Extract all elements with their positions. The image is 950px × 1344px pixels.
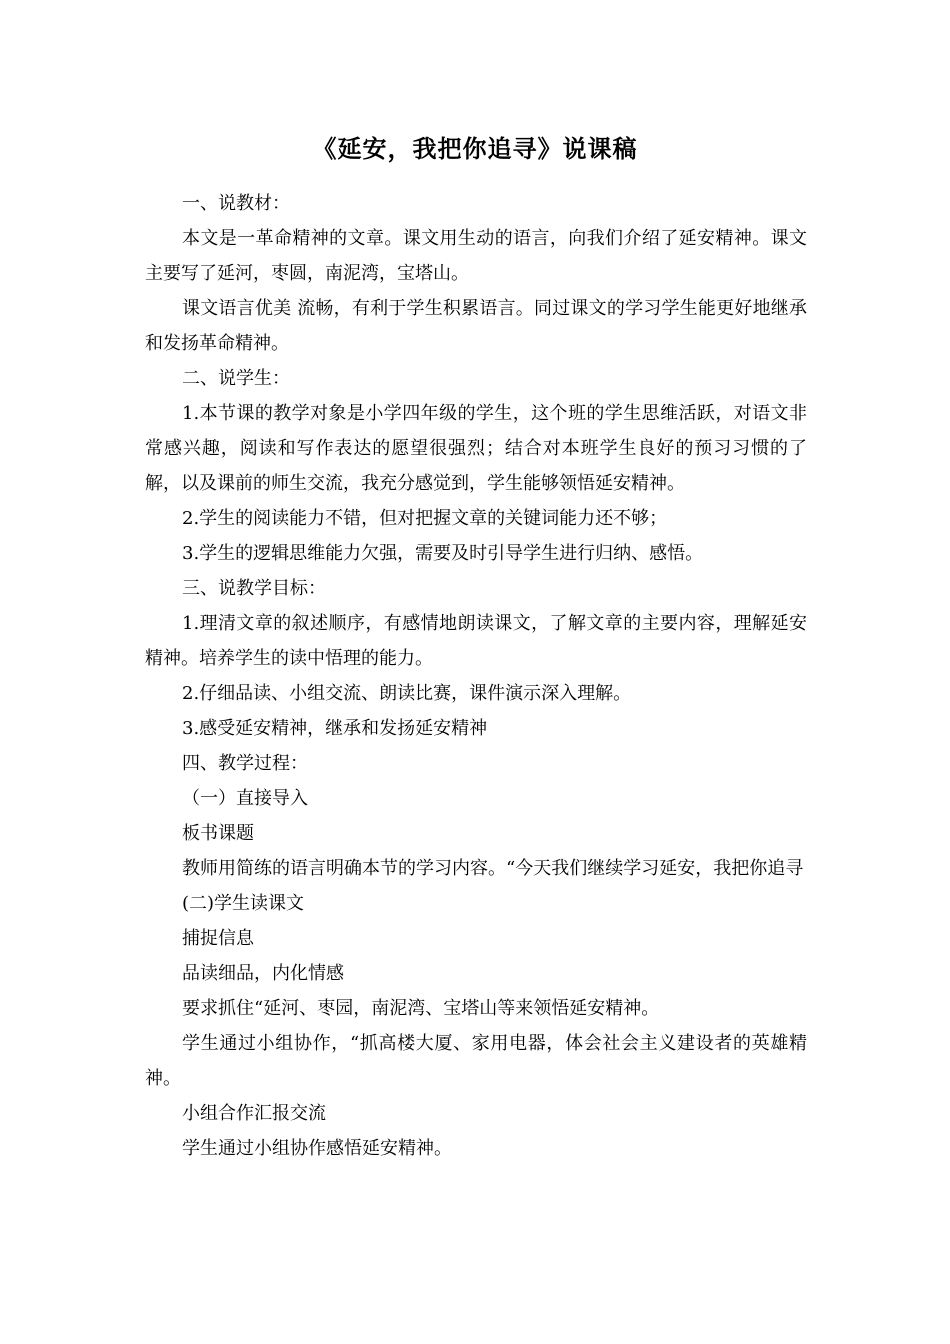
document-title: 《延安，我把你追寻》说课稿 xyxy=(312,134,638,163)
subsection-heading: （一）直接导入 xyxy=(182,788,308,809)
paragraph: 3.学生的逻辑思维能力欠强，需要及时引导学生进行归纳、感悟。 xyxy=(182,543,704,564)
paragraph: 2.仔细品读、小组交流、朗读比赛，课件演示深入理解。 xyxy=(182,683,632,704)
subsection-heading: (二)学生读课文 xyxy=(182,893,305,914)
paragraph: 品读细品，内化情感 xyxy=(182,963,344,984)
paragraph: 学生通过小组协作，“抓高楼大厦、家用电器，体会社会主义建设者的英雄精神。 xyxy=(145,1033,807,1089)
document-body xyxy=(145,186,807,1166)
paragraph: 板书课题 xyxy=(182,823,254,844)
paragraph: 小组合作汇报交流 xyxy=(182,1103,326,1124)
paragraph: 课文语言优美 流畅，有利于学生积累语言。同过课文的学习学生能更好地继承和发扬革命精神。 xyxy=(145,298,807,354)
paragraph: 捕捉信息 xyxy=(182,928,254,949)
paragraph: 学生通过小组协作感悟延安精神。 xyxy=(182,1138,452,1159)
paragraph: 3.感受延安精神，继承和发扬延安精神 xyxy=(182,718,488,739)
section-heading-teaching-goals: 三、说教学目标： xyxy=(182,578,326,599)
section-heading-students: 二、说学生： xyxy=(182,368,290,389)
paragraph: 教师用简练的语言明确本节的学习内容。“今天我们继续学习延安，我把你追寻 xyxy=(182,858,804,879)
section-heading-teaching-material: 一、说教材： xyxy=(182,193,290,214)
paragraph: 要求抓住“延河、枣园，南泥湾、宝塔山等来领悟延安精神。 xyxy=(182,998,660,1019)
section-heading-teaching-process: 四、教学过程： xyxy=(182,753,308,774)
paragraph: 本文是一革命精神的文章。课文用生动的语言，向我们介绍了延安精神。课文主要写了延河，枣圆，南泥湾，宝塔山。 xyxy=(145,228,807,284)
paragraph: 1.理清文章的叙述顺序，有感情地朗读课文，了解文章的主要内容，理解延安精神。培养学生的读中悟理的能力。 xyxy=(145,613,807,669)
paragraph: 2.学生的阅读能力不错，但对把握文章的关键词能力还不够； xyxy=(182,508,668,529)
paragraph: 1.本节课的教学对象是小学四年级的学生，这个班的学生思维活跃，对语文非常感兴趣，阅读和写作表达的愿望很强烈；结合对本班学生良好的预习习惯的了解，以及课前的师生交流，我充分感觉到，学生能够领悟延安精神。 xyxy=(145,403,807,494)
